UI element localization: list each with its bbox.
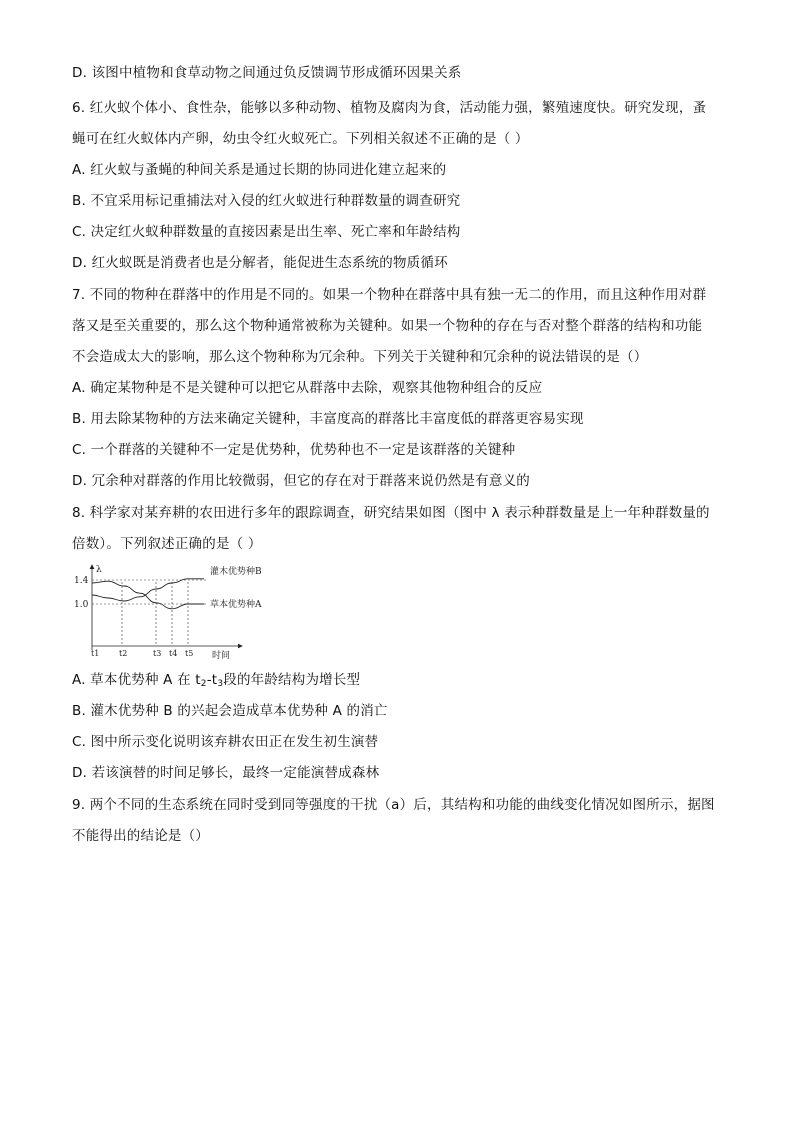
series-line [92,581,204,609]
q8a-text-1: A. 草本优势种 A 在 t [72,672,201,688]
q8a-text-3: 段的年龄结构为增长型 [223,672,361,688]
q7-option-b: B. 用去除某物种的方法来确定关键种，丰富度高的群落比丰富度低的群落更容易实现 [72,411,584,427]
x-tick-label: t4 [169,649,178,658]
q6-option-a: A. 红火蚁与蚤蝇的种间关系是通过长期的协同进化建立起来的 [72,162,447,178]
q7-option-c: C. 一个群落的关键种不一定是优势种，优势种也不一定是该群落的关键种 [72,442,516,458]
q8a-text-2: -t [206,672,218,688]
q8a-sub-2: 3 [217,679,224,689]
x-axis-label: 时间 [212,651,231,661]
lambda-time-chart [72,560,292,662]
series-label-b: 灌木优势种B [210,567,262,577]
q7-stem-line1: 7. 不同的物种在群落中的作用是不同的。如果一个物种在群落中具有独一无二的作用，而且这种作用对群 [72,287,707,303]
q6-stem-line2: 蝇可在红火蚁体内产卵，幼虫令红火蚁死亡。下列相关叙述不正确的是（ ） [72,131,529,147]
q8-stem-line2: 倍数）。下列叙述正确的是（ ） [72,536,262,552]
q6-option-d: D. 红火蚁既是消费者也是分解者，能促进生态系统的物质循环 [72,255,448,271]
q7-stem-line3: 不会造成太大的影响，那么这个物种称为冗余种。下列关于关键种和冗余种的说法错误的是（） [72,349,648,365]
q7-option-a: A. 确定某物种是不是关键种可以把它从群落中去除，观察其他物种组合的反应 [72,380,543,396]
q6-stem-line1: 6. 红火蚁个体小、食性杂，能够以多种动物、植物及腐肉为食，活动能力强，繁殖速度快。研究发现，蚤 [72,100,707,116]
q8-option-b: B. 灌木优势种 B 的兴起会造成草本优势种 A 的消亡 [72,703,388,719]
q5-option-d: D. 该图中植物和食草动物之间通过负反馈调节形成循环因果关系 [72,65,462,81]
q7-stem-line2: 落又是至关重要的，那么这个物种通常被称为关键种。如果一个物种的存在与否对整个群落的结构和功能 [72,318,703,334]
x-tick-label: t3 [153,649,162,658]
x-tick-label: t1 [91,649,100,658]
q8-stem-line1: 8. 科学家对某弃耕的农田进行多年的跟踪调查，研究结果如图（图中 λ 表示种群数量是上一年种群数量的 [72,505,710,521]
q8-option-a [72,670,732,694]
q7-option-d: D. 冗余种对群落的作用比较微弱，但它的存在对于群落来说仍然是有意义的 [72,473,530,489]
q6-option-b: B. 不宜采用标记重捕法对入侵的红火蚁进行种群数量的调查研究 [72,193,461,209]
x-tick-label: t2 [119,649,128,658]
series-label-a: 草本优势种A [210,600,262,610]
q8a-sub-1: 2 [200,679,207,689]
q9-stem-line1: 9. 两个不同的生态系统在同时受到同等强度的干扰（a）后，其结构和功能的曲线变化情况如图所示，据图 [72,797,715,813]
y-tick-label: 1.0 [74,600,89,610]
q8-option-c: C. 图中所示变化说明该弃耕农田正在发生初生演替 [72,734,379,750]
y-axis-label: λ [96,565,102,575]
x-tick-label: t5 [185,649,194,658]
y-tick-label: 1.4 [74,576,89,586]
q6-option-c: C. 决定红火蚁种群数量的直接因素是出生率、死亡率和年龄结构 [72,224,461,240]
q8-option-d: D. 若该演替的时间足够长，最终一定能演替成森林 [72,765,380,781]
q9-stem-line2: 不能得出的结论是（） [72,828,209,844]
